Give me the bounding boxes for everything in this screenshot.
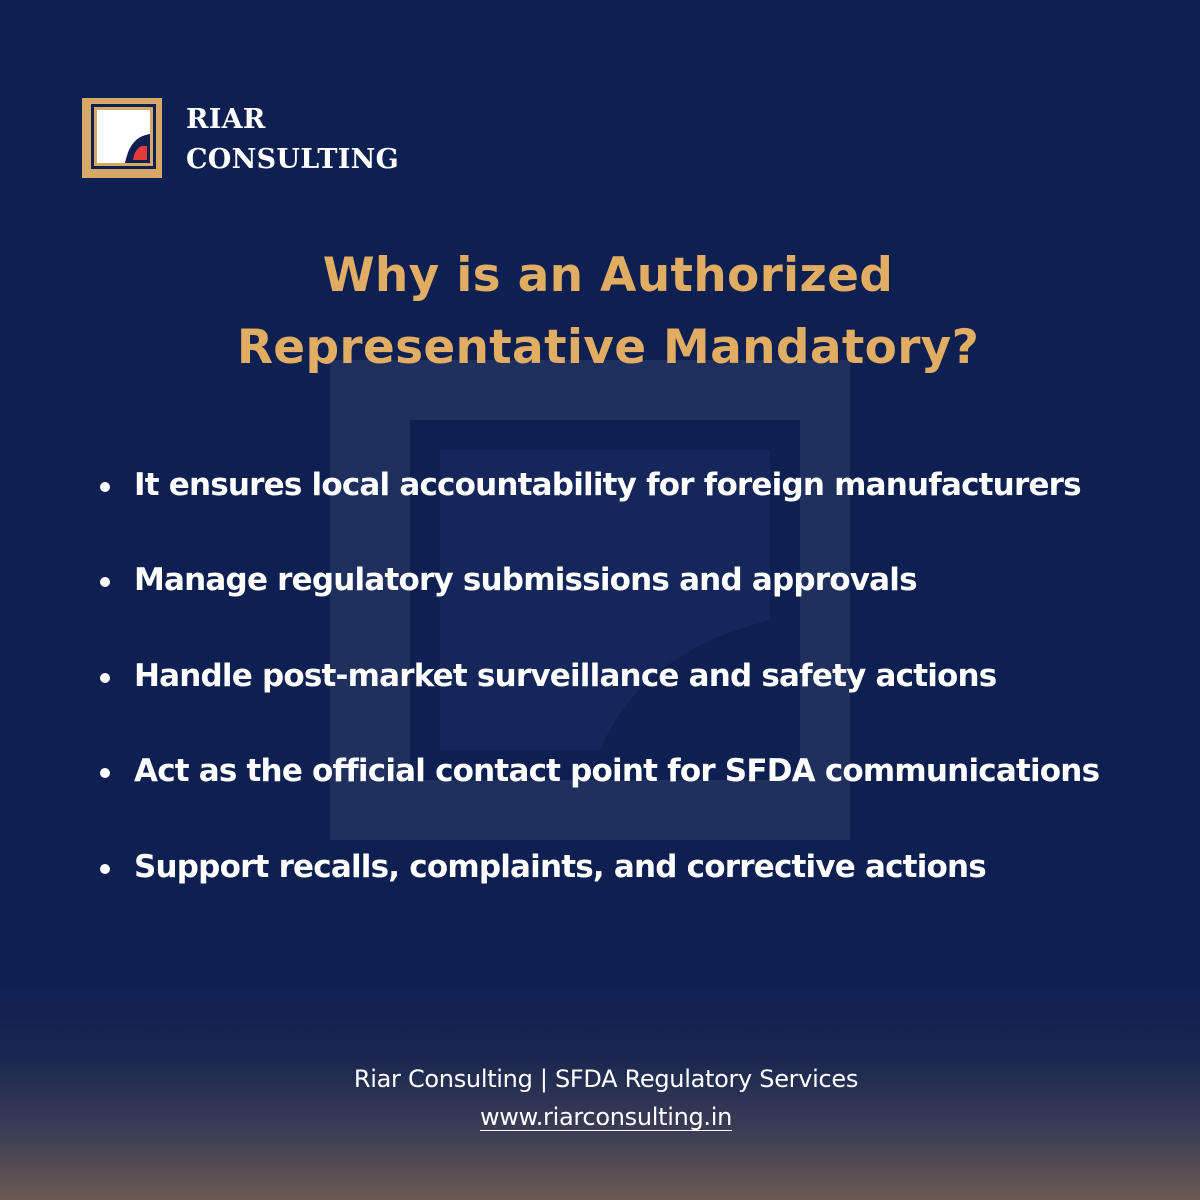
bullet-dot-icon bbox=[100, 482, 110, 492]
list-item-text: Act as the official contact point for SFDA communications bbox=[134, 753, 1100, 790]
page-title-line1: Why is an Authorized bbox=[322, 248, 894, 303]
list-item-text: Support recalls, complaints, and corrective actions bbox=[134, 848, 986, 885]
list-item-text: Handle post-market surveillance and safety actions bbox=[134, 657, 997, 694]
brand-logo bbox=[82, 98, 399, 180]
footer bbox=[0, 1060, 1200, 1136]
brand-name-line2: CONSULTING bbox=[186, 144, 399, 175]
page-title-line2: Representative Mandatory? bbox=[236, 320, 980, 375]
list-item-text: Manage regulatory submissions and approvals bbox=[134, 562, 917, 599]
website-link[interactable]: www.riarconsulting.in bbox=[479, 1103, 733, 1131]
page-title bbox=[0, 240, 1200, 384]
list-item bbox=[100, 724, 1099, 820]
bullet-dot-icon bbox=[100, 577, 110, 587]
bullet-dot-icon bbox=[100, 864, 110, 874]
list-item bbox=[100, 533, 1099, 629]
list-item-text: It ensures local accountability for foreign manufacturers bbox=[134, 466, 1081, 503]
list-item bbox=[100, 628, 1099, 724]
bullet-dot-icon bbox=[100, 768, 110, 778]
bullet-dot-icon bbox=[100, 673, 110, 683]
brand-name bbox=[186, 100, 399, 180]
riar-consulting-logo-icon bbox=[82, 98, 162, 178]
brand-name-line1: RIAR bbox=[186, 104, 266, 135]
footer-tagline: Riar Consulting | SFDA Regulatory Services bbox=[353, 1065, 859, 1093]
bullet-list bbox=[100, 437, 1099, 915]
list-item bbox=[100, 819, 1099, 915]
list-item bbox=[100, 437, 1099, 533]
